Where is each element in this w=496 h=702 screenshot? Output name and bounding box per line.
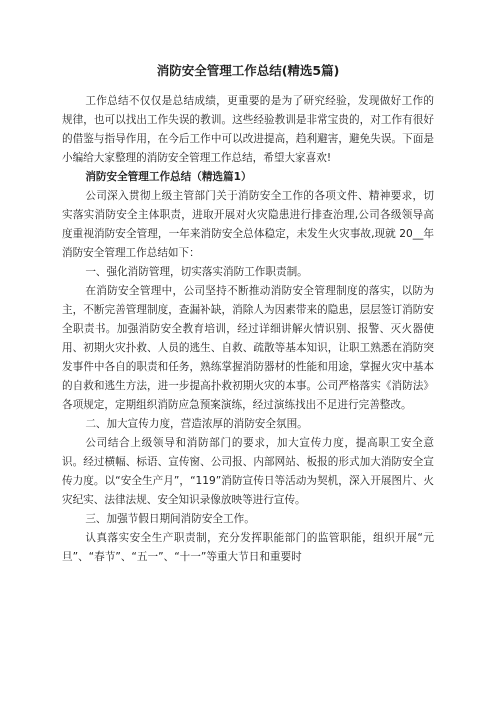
section-title: 消防安全管理工作总结（精选篇1） xyxy=(85,171,252,183)
intro-paragraph: 工作总结不仅仅是总结成绩，更重要的是为了研究经验，发现做好工作的规律，也可以找出工作失误的教训。这些经验教训是非常宝贵的，对工作有很好的借鉴与指导作用，在今后工作中可以改进提高，趋利避害，避免失误。下面是小编给大家整理的消防安全管理工作总结，希望大家喜欢! xyxy=(62,95,434,164)
heading-item: 二、加大宣传力度，营造浓厚的消防安全氛围。 xyxy=(85,418,308,430)
body-paragraph: 在消防安全管理中，公司坚持不断推动消防安全管理制度的落实，以防为主，不断完善管理制度，查漏补缺，消除人为因素带来的隐患，层层签订消防安全职责书。加强消防安全教育培训，经过详细讲解火情识别、报警、灭火器使用、初期火灾扑救、人员的逃生、自救、疏散等基本知识，让职工熟悉在消防突发事件中各自的职责和任务，熟练掌握消防器材的性能和用途，掌握火灾中基本的自救和逃生方法，进一步提高扑救初期火灾的本事。公司严格落实《消防法》各项规定，定期组织消防应急预案演练，经过演练找出不足进行完善整改。 xyxy=(62,285,434,411)
document-title: 消防安全管理工作总结(精选5篇) xyxy=(156,63,340,78)
heading-item: 一、强化消防管理，切实落实消防工作职责制。 xyxy=(85,266,308,278)
body-paragraph: 认真落实安全生产职责制，充分发挥职能部门的监管职能，组织开展“元旦”、“春节”、“五一”、“十一”等重大节日和重要时 xyxy=(62,532,434,563)
body-paragraph: 公司结合上级领导和消防部门的要求，加大宣传力度，提高职工安全意识。经过横幅、标语、宣传窗、公司报、内部网站、板报的形式加大消防安全宣传力度。以“安全生产月”，“119”消防宣传日等活动为契机，深入开展图片、火灾纪实、法律法规、安全知识录像放映等进行宣传。 xyxy=(62,437,434,506)
heading-item: 三、加强节假日期间消防安全工作。 xyxy=(85,513,255,525)
body-paragraph: 公司深入贯彻上级主管部门关于消防安全工作的各项文件、精神要求，切实落实消防安全主体职责，进取开展对火灾隐患进行排查治理,公司各级领导高度重视消防安全管理，一年来消防安全总体稳定，未发生火灾事故,现就 20__年消防安全管理工作总结如下： xyxy=(62,190,434,259)
